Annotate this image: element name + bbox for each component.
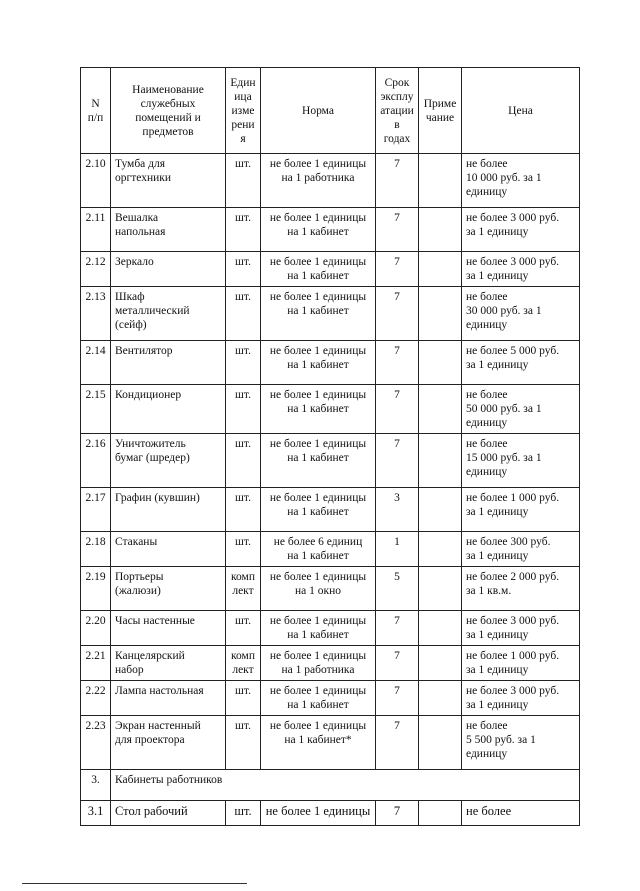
row-price: не более 10 000 руб. за 1 единицу bbox=[462, 154, 580, 208]
row-num: 2.20 bbox=[81, 611, 111, 646]
row-num: 2.11 bbox=[81, 208, 111, 252]
section-num: 3. bbox=[81, 770, 111, 801]
footnote-separator bbox=[22, 883, 247, 884]
table-row bbox=[81, 385, 580, 434]
row-name: Часы настенные bbox=[111, 611, 226, 646]
row-term: 7 bbox=[376, 646, 419, 681]
row-norm: не более 1 единицы на 1 кабинет bbox=[261, 681, 376, 716]
row-num: 2.16 bbox=[81, 434, 111, 488]
row-note bbox=[419, 252, 462, 287]
row-num: 2.18 bbox=[81, 532, 111, 567]
row-term: 1 bbox=[376, 532, 419, 567]
row-term: 7 bbox=[376, 611, 419, 646]
row-price: не более 15 000 руб. за 1 единицу bbox=[462, 434, 580, 488]
row-term: 7 bbox=[376, 208, 419, 252]
row-term: 7 bbox=[376, 716, 419, 770]
row-norm: не более 1 единицы на 1 кабинет bbox=[261, 488, 376, 532]
row-norm: не более 1 единицы на 1 кабинет bbox=[261, 252, 376, 287]
row-price: не более 50 000 руб. за 1 единицу bbox=[462, 385, 580, 434]
row-note bbox=[419, 681, 462, 716]
row-term: 7 bbox=[376, 681, 419, 716]
row-price: не более bbox=[462, 801, 580, 826]
row-num: 2.22 bbox=[81, 681, 111, 716]
table-row bbox=[81, 488, 580, 532]
row-price: не более 5 500 руб. за 1 единицу bbox=[462, 716, 580, 770]
row-norm: не более 1 единицы на 1 кабинет bbox=[261, 611, 376, 646]
row-unit: шт. bbox=[226, 252, 261, 287]
row-name: Кондиционер bbox=[111, 385, 226, 434]
row-term: 7 bbox=[376, 801, 419, 826]
row-unit: шт. bbox=[226, 287, 261, 341]
table-body bbox=[81, 154, 580, 826]
section-title: Кабинеты работников bbox=[111, 770, 580, 801]
row-term: 7 bbox=[376, 385, 419, 434]
row-name: Стаканы bbox=[111, 532, 226, 567]
row-note bbox=[419, 488, 462, 532]
header-note: Приме чание bbox=[419, 68, 462, 154]
row-norm: не более 1 единицы на 1 окно bbox=[261, 567, 376, 611]
header-num: N п/п bbox=[81, 68, 111, 154]
row-unit: комп лект bbox=[226, 646, 261, 681]
row-note bbox=[419, 208, 462, 252]
row-name: Графин (кувшин) bbox=[111, 488, 226, 532]
row-note bbox=[419, 646, 462, 681]
row-num: 2.14 bbox=[81, 341, 111, 385]
row-note bbox=[419, 532, 462, 567]
table-row bbox=[81, 532, 580, 567]
row-note bbox=[419, 341, 462, 385]
row-note bbox=[419, 287, 462, 341]
header-name: Наименование служебных помещений и предметов bbox=[111, 68, 226, 154]
row-num: 2.23 bbox=[81, 716, 111, 770]
row-num: 2.15 bbox=[81, 385, 111, 434]
row-name: Вентилятор bbox=[111, 341, 226, 385]
row-note bbox=[419, 611, 462, 646]
norms-table bbox=[80, 67, 580, 826]
row-unit: шт. bbox=[226, 611, 261, 646]
row-unit: шт. bbox=[226, 341, 261, 385]
row-num: 2.19 bbox=[81, 567, 111, 611]
row-norm: не более 1 единицы на 1 кабинет bbox=[261, 434, 376, 488]
table-row bbox=[81, 341, 580, 385]
row-name: Зеркало bbox=[111, 252, 226, 287]
table-row bbox=[81, 801, 580, 826]
row-norm: не более 1 единицы на 1 кабинет bbox=[261, 385, 376, 434]
row-name: Тумба для оргтехники bbox=[111, 154, 226, 208]
row-note bbox=[419, 801, 462, 826]
row-term: 7 bbox=[376, 252, 419, 287]
row-name: Лампа настольная bbox=[111, 681, 226, 716]
row-unit: шт. bbox=[226, 208, 261, 252]
section-row bbox=[81, 770, 580, 801]
row-norm: не более 1 единицы на 1 кабинет bbox=[261, 208, 376, 252]
row-name: Экран настенный для проектора bbox=[111, 716, 226, 770]
row-num: 3.1 bbox=[81, 801, 111, 826]
row-term: 7 bbox=[376, 287, 419, 341]
row-term: 7 bbox=[376, 434, 419, 488]
row-name: Вешалка напольная bbox=[111, 208, 226, 252]
table-header-row bbox=[81, 68, 580, 154]
row-note bbox=[419, 434, 462, 488]
row-num: 2.13 bbox=[81, 287, 111, 341]
header-unit: Един ица изме рени я bbox=[226, 68, 261, 154]
table-row bbox=[81, 716, 580, 770]
table-row bbox=[81, 252, 580, 287]
row-name: Стол рабочий bbox=[111, 801, 226, 826]
table-row bbox=[81, 287, 580, 341]
row-norm: не более 1 единицы на 1 работника bbox=[261, 646, 376, 681]
table-row bbox=[81, 154, 580, 208]
row-note bbox=[419, 567, 462, 611]
row-norm: не более 1 единицы на 1 кабинет* bbox=[261, 716, 376, 770]
row-norm: не более 1 единицы на 1 работника bbox=[261, 154, 376, 208]
header-price: Цена bbox=[462, 68, 580, 154]
row-price: не более 1 000 руб. за 1 единицу bbox=[462, 488, 580, 532]
row-term: 3 bbox=[376, 488, 419, 532]
row-term: 7 bbox=[376, 154, 419, 208]
row-note bbox=[419, 385, 462, 434]
row-unit: шт. bbox=[226, 488, 261, 532]
row-price: не более 3 000 руб. за 1 единицу bbox=[462, 681, 580, 716]
table-row bbox=[81, 567, 580, 611]
row-price: не более 5 000 руб. за 1 единицу bbox=[462, 341, 580, 385]
row-unit: комп лект bbox=[226, 567, 261, 611]
row-name: Шкаф металлический (сейф) bbox=[111, 287, 226, 341]
row-unit: шт. bbox=[226, 801, 261, 826]
table-row bbox=[81, 646, 580, 681]
row-price: не более 3 000 руб. за 1 единицу bbox=[462, 208, 580, 252]
row-norm: не более 1 единицы на 1 кабинет bbox=[261, 341, 376, 385]
row-unit: шт. bbox=[226, 681, 261, 716]
row-price: не более 3 000 руб. за 1 единицу bbox=[462, 611, 580, 646]
row-norm: не более 1 единицы bbox=[261, 801, 376, 826]
row-unit: шт. bbox=[226, 532, 261, 567]
row-note bbox=[419, 716, 462, 770]
row-price: не более 30 000 руб. за 1 единицу bbox=[462, 287, 580, 341]
header-term: Срок эксплу атации в годах bbox=[376, 68, 419, 154]
row-num: 2.10 bbox=[81, 154, 111, 208]
row-norm: не более 6 единиц на 1 кабинет bbox=[261, 532, 376, 567]
row-num: 2.21 bbox=[81, 646, 111, 681]
row-name: Уничтожитель бумаг (шредер) bbox=[111, 434, 226, 488]
row-num: 2.17 bbox=[81, 488, 111, 532]
row-unit: шт. bbox=[226, 154, 261, 208]
header-norm: Норма bbox=[261, 68, 376, 154]
row-norm: не более 1 единицы на 1 кабинет bbox=[261, 287, 376, 341]
row-name: Портьеры (жалюзи) bbox=[111, 567, 226, 611]
row-price: не более 2 000 руб. за 1 кв.м. bbox=[462, 567, 580, 611]
row-unit: шт. bbox=[226, 716, 261, 770]
row-price: не более 3 000 руб. за 1 единицу bbox=[462, 252, 580, 287]
table-row bbox=[81, 611, 580, 646]
row-unit: шт. bbox=[226, 434, 261, 488]
row-term: 5 bbox=[376, 567, 419, 611]
row-num: 2.12 bbox=[81, 252, 111, 287]
row-unit: шт. bbox=[226, 385, 261, 434]
table-row bbox=[81, 681, 580, 716]
row-price: не более 300 руб. за 1 единицу bbox=[462, 532, 580, 567]
row-term: 7 bbox=[376, 341, 419, 385]
table-row bbox=[81, 208, 580, 252]
row-price: не более 1 000 руб. за 1 единицу bbox=[462, 646, 580, 681]
row-name: Канцелярский набор bbox=[111, 646, 226, 681]
table-row bbox=[81, 434, 580, 488]
row-note bbox=[419, 154, 462, 208]
